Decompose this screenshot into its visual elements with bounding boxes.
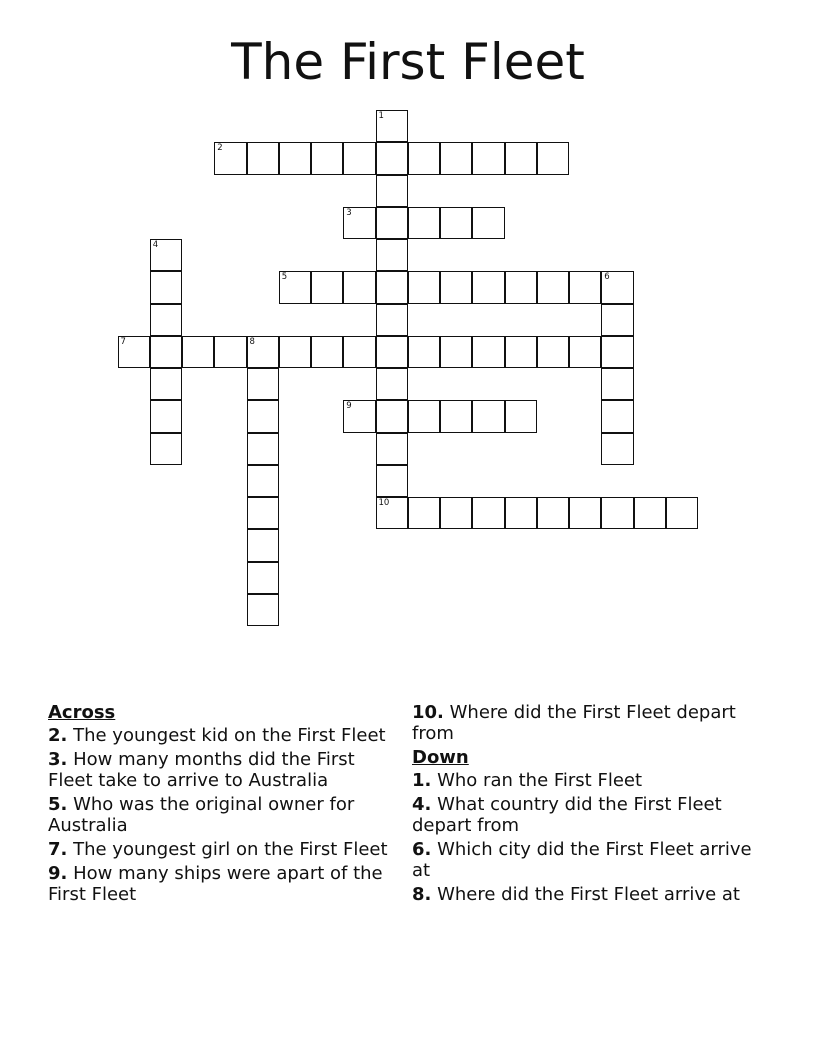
grid-cell[interactable]	[569, 271, 601, 303]
grid-cell[interactable]	[472, 207, 504, 239]
grid-cell[interactable]	[150, 271, 182, 303]
clue-across-5: 5. Who was the original owner for Australia	[48, 794, 355, 836]
grid-cell[interactable]	[376, 336, 408, 368]
grid-cell[interactable]	[472, 336, 504, 368]
clues-column-left	[48, 702, 388, 908]
grid-cell[interactable]	[247, 368, 279, 400]
grid-cell[interactable]	[247, 497, 279, 529]
grid-cell[interactable]	[472, 400, 504, 432]
grid-cell[interactable]	[118, 336, 150, 368]
grid-cell[interactable]	[634, 497, 666, 529]
clue-number-label: 9	[346, 401, 352, 412]
grid-cell[interactable]	[440, 497, 472, 529]
grid-cell[interactable]	[537, 497, 569, 529]
grid-cell[interactable]	[537, 271, 569, 303]
grid-cell[interactable]	[150, 239, 182, 271]
clue-number-label: 4	[152, 240, 159, 250]
grid-cell[interactable]	[376, 207, 408, 239]
grid-cell[interactable]	[150, 336, 182, 368]
grid-cell[interactable]	[279, 142, 311, 174]
grid-cell[interactable]	[311, 271, 343, 303]
clue-down-8: 8. Where did the First Fleet arrive at	[412, 884, 740, 905]
grid-cell[interactable]	[472, 271, 504, 303]
clue-number-label: 7	[120, 336, 126, 347]
grid-cell[interactable]	[343, 271, 375, 303]
grid-cell[interactable]	[376, 465, 408, 497]
clue-across-3: 3. How many months did the First Fleet take to arrive to Australia	[48, 749, 355, 791]
grid-cell[interactable]	[440, 400, 472, 432]
grid-cell[interactable]	[279, 271, 311, 303]
grid-cell[interactable]	[214, 142, 246, 174]
clue-across-9: 9. How many ships were apart of the First Fleet	[48, 863, 383, 905]
clue-across-7: 7. The youngest girl on the First Fleet	[48, 839, 388, 860]
grid-cell[interactable]	[408, 400, 440, 432]
clue-across-10: 10. Where did the First Fleet depart from	[412, 702, 736, 744]
grid-cell[interactable]	[601, 433, 633, 465]
grid-cell[interactable]	[343, 336, 375, 368]
clue-number-label: 5	[281, 272, 288, 283]
grid-cell[interactable]	[472, 497, 504, 529]
grid-cell[interactable]	[376, 304, 408, 336]
grid-cell[interactable]	[601, 497, 633, 529]
grid-cell[interactable]	[150, 433, 182, 465]
clue-down-4: 4. What country did the First Fleet depart from	[412, 794, 722, 836]
grid-cell[interactable]	[343, 400, 375, 432]
grid-cell[interactable]	[247, 336, 279, 368]
grid-cell[interactable]	[247, 465, 279, 497]
clue-number-label: 6	[604, 272, 610, 283]
grid-cell[interactable]	[247, 433, 279, 465]
grid-cell[interactable]	[376, 110, 408, 142]
grid-cell[interactable]	[408, 271, 440, 303]
grid-cell[interactable]	[666, 497, 698, 529]
grid-cell[interactable]	[440, 271, 472, 303]
clues-column-right	[412, 702, 752, 908]
grid-cell[interactable]	[150, 400, 182, 432]
grid-cell[interactable]	[601, 368, 633, 400]
clue-number-label: 2	[217, 143, 223, 154]
clue-number-label: 3	[346, 207, 352, 218]
grid-cell[interactable]	[311, 336, 343, 368]
grid-cell[interactable]	[601, 400, 633, 432]
grid-cell[interactable]	[440, 336, 472, 368]
grid-cell[interactable]	[408, 207, 440, 239]
grid-cell[interactable]	[505, 271, 537, 303]
grid-cell[interactable]	[505, 336, 537, 368]
page-title: The First Fleet	[231, 33, 585, 91]
grid-cell[interactable]	[247, 529, 279, 561]
grid-cell[interactable]	[376, 433, 408, 465]
grid-cell[interactable]	[569, 497, 601, 529]
clue-down-1: 1. Who ran the First Fleet	[412, 770, 643, 791]
grid-cell[interactable]	[408, 142, 440, 174]
grid-cell[interactable]	[376, 400, 408, 432]
clue-across-2: 2. The youngest kid on the First Fleet	[48, 725, 386, 746]
grid-cell[interactable]	[601, 304, 633, 336]
clue-number-label: 1	[378, 111, 384, 121]
grid-cell[interactable]	[537, 336, 569, 368]
grid-cell[interactable]	[247, 594, 279, 626]
grid-cell[interactable]	[440, 207, 472, 239]
grid-cell[interactable]	[440, 142, 472, 174]
grid-cell[interactable]	[601, 336, 633, 368]
grid-cell[interactable]	[472, 142, 504, 174]
grid-cell[interactable]	[150, 368, 182, 400]
grid-cell[interactable]	[311, 142, 343, 174]
grid-cell[interactable]	[150, 304, 182, 336]
grid-cell[interactable]	[408, 497, 440, 529]
clue-number-label: 8	[249, 336, 255, 347]
grid-cell[interactable]	[279, 336, 311, 368]
grid-cell[interactable]	[376, 271, 408, 303]
grid-cell[interactable]	[601, 271, 633, 303]
grid-cell[interactable]	[569, 336, 601, 368]
grid-cell[interactable]	[376, 368, 408, 400]
clue-number-label: 10	[378, 498, 390, 508]
grid-cell[interactable]	[376, 239, 408, 271]
down-heading: Down	[412, 747, 469, 768]
across-heading: Across	[48, 702, 116, 723]
grid-cell[interactable]	[247, 142, 279, 174]
clue-down-6: 6. Which city did the First Fleet arrive at	[412, 839, 752, 881]
grid-cell[interactable]	[505, 497, 537, 529]
grid-cell[interactable]	[505, 142, 537, 174]
grid-cell[interactable]	[505, 400, 537, 432]
grid-cell[interactable]	[343, 207, 375, 239]
grid-cell[interactable]	[343, 142, 375, 174]
grid-cell[interactable]	[408, 336, 440, 368]
grid-cell[interactable]	[214, 336, 246, 368]
grid-cell[interactable]	[376, 175, 408, 207]
grid-cell[interactable]	[376, 497, 408, 529]
grid-cell[interactable]	[247, 562, 279, 594]
grid-cell[interactable]	[376, 142, 408, 174]
grid-cell[interactable]	[182, 336, 214, 368]
grid-cell[interactable]	[537, 142, 569, 174]
grid-cell[interactable]	[247, 400, 279, 432]
